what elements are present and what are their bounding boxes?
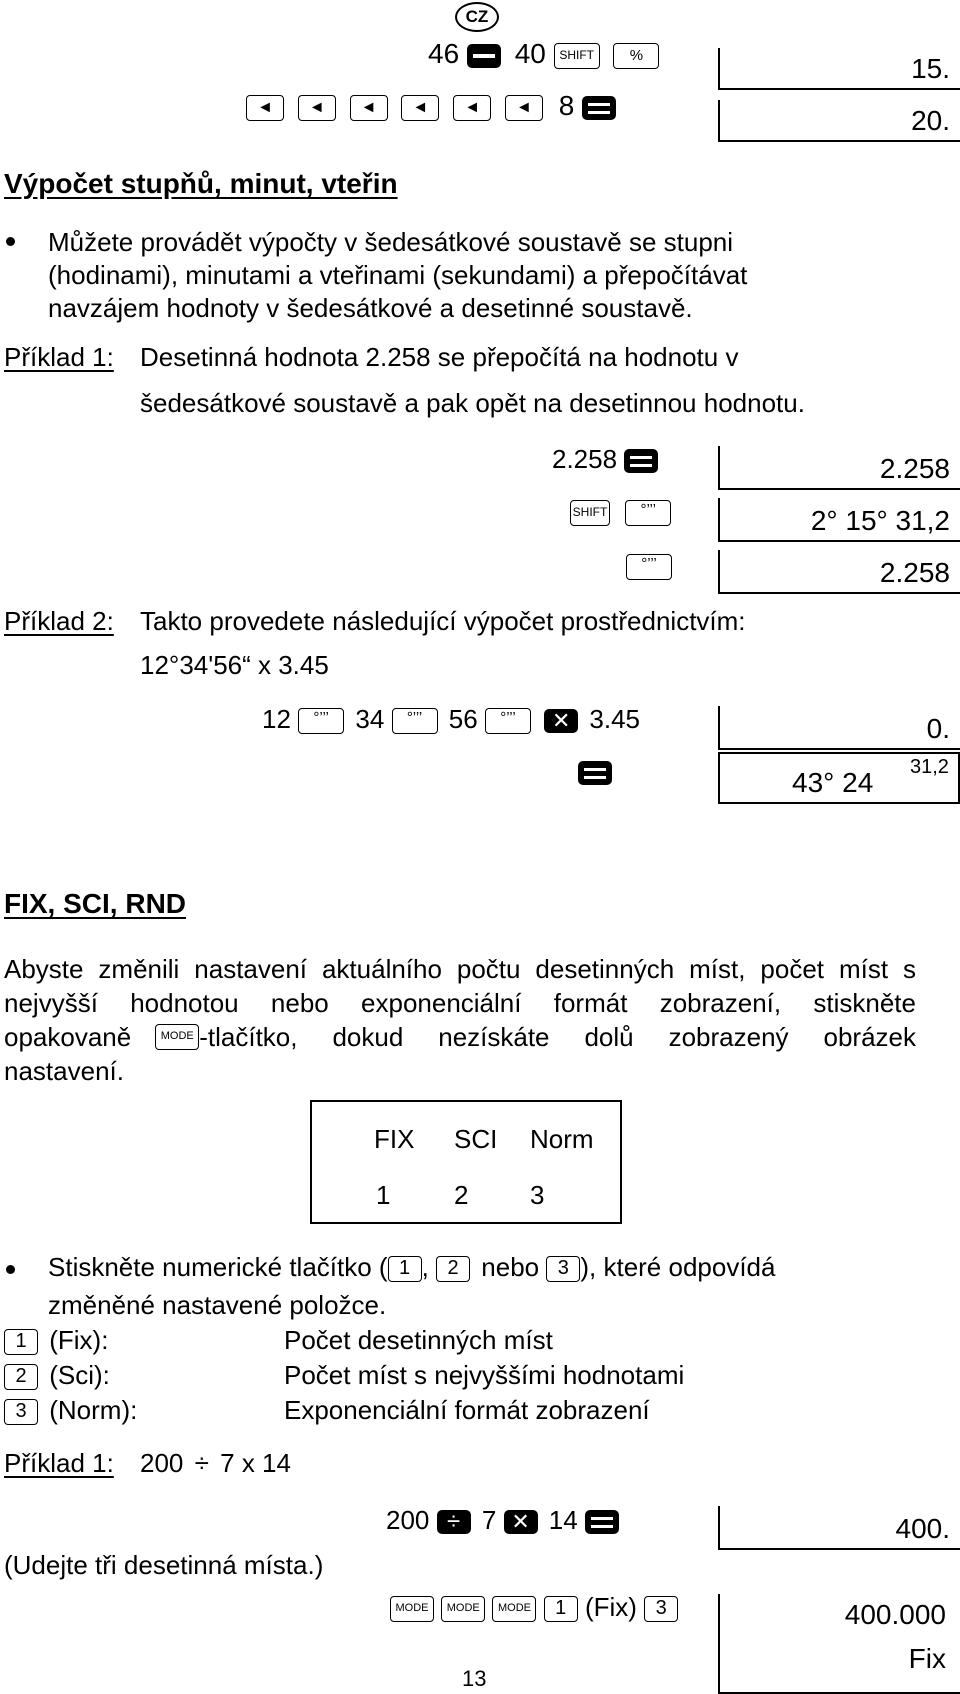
equals-key-icon: [624, 449, 658, 473]
mode-key: MODE: [155, 1024, 199, 1050]
dms-key: °’’’: [298, 708, 344, 734]
mode-key: MODE: [492, 1596, 536, 1622]
option-norm-desc: Exponenciální formát zobrazení: [284, 1395, 650, 1425]
ex2-num-345: 3.45: [589, 704, 641, 734]
fix-ex1-num-200: 200: [386, 1505, 430, 1535]
fix-ex1-display-2: [718, 1594, 960, 1694]
fix-example-1-label: Příklad 1:: [4, 1448, 114, 1478]
example-1-line-1: Desetinná hodnota 2.258 se přepočítá na hodnotu v: [140, 342, 739, 372]
key-1: 1: [388, 1256, 422, 1282]
fix-ex1-num-7: 7: [481, 1505, 497, 1535]
mode-key: MODE: [441, 1596, 485, 1622]
section-heading-dms: Výpočet stupňů, minut, vteřin: [4, 168, 398, 199]
top-display-1: [718, 48, 960, 90]
option-fix-desc: Počet desetinných míst: [284, 1325, 553, 1355]
dms-key: °’’’: [485, 708, 531, 734]
language-badge: CZ: [455, 2, 499, 32]
option-norm: [4, 1395, 137, 1425]
ex1-keys-row-1: [552, 444, 658, 474]
bullet-line-2: (hodinami), minutami a vteřinami (sekundami) a přepočítávat: [48, 260, 748, 290]
option-sci-desc: Počet míst s nejvyššími hodnotami: [284, 1360, 685, 1390]
equals-key-icon: [578, 761, 612, 785]
fix-note: (Udejte tři desetinná místa.): [4, 1550, 324, 1580]
ex1-keys-row-2: [570, 496, 671, 526]
left-arrow-key-icon: ◄: [453, 95, 491, 121]
key-3: 3: [4, 1399, 38, 1425]
numeric-bullet-line-1: [48, 1252, 775, 1282]
fix-para-line-4: nastavení.: [4, 1056, 124, 1086]
fix-para-line-1: Abyste změnili nastavení aktuálního počtu desetinných míst, počet míst s: [4, 954, 916, 984]
page-number: 13: [462, 1666, 487, 1691]
minus-key-icon: [467, 44, 501, 68]
numeric-bullet-or: nebo: [481, 1252, 540, 1282]
ex2-keys-row-1: [262, 704, 640, 734]
dms-key: °’’’: [626, 554, 672, 580]
bullet-line-1: Můžete provádět výpočty v šedesátkové soustavě se stupni: [48, 227, 734, 257]
top-display-2: [718, 100, 960, 142]
example-2-line-1: Takto provedete následující výpočet prostřednictvím:: [140, 606, 746, 636]
shift-key: SHIFT: [570, 500, 610, 526]
screen-1: 1: [376, 1180, 391, 1210]
top-num-46: 46: [428, 38, 460, 69]
option-fix: [4, 1325, 108, 1355]
ex2-display-2-value: 43° 24: [792, 767, 874, 798]
ex1-display-3: [718, 550, 960, 594]
left-arrow-key-icon: ◄: [298, 95, 336, 121]
shift-key: SHIFT: [554, 43, 600, 69]
ex1-display-3-value: 2.258: [879, 557, 950, 588]
key-1: 1: [544, 1596, 578, 1622]
bullet-line-3: navzájem hodnoty v šedesátkové a desetinné soustavě.: [48, 293, 693, 323]
ex2-display-2-seconds: 31,2: [910, 756, 949, 778]
dms-key: °’’’: [625, 500, 671, 526]
top-seq-1: [428, 38, 659, 70]
ex1-display-1-value: 2.258: [879, 453, 950, 484]
ex2-display-1: [718, 706, 960, 750]
dms-key: °’’’: [392, 708, 438, 734]
fix-ex1-display-1-value: 400.: [895, 1513, 950, 1544]
bullet-dot: [6, 237, 15, 246]
fix-ex1-keys-row-2: [390, 1592, 678, 1622]
equals-key-icon: [585, 1510, 619, 1534]
numeric-bullet-line-2: změněné nastavené položce.: [48, 1290, 387, 1320]
mode-key: MODE: [390, 1596, 434, 1622]
numeric-bullet-sep: ,: [421, 1252, 429, 1282]
fix-example-expr-a: 200: [140, 1448, 184, 1478]
option-sci: [4, 1360, 110, 1390]
option-sci-name: (Sci):: [49, 1360, 110, 1390]
fix-para-line-2: nejvyšší hodnotou nebo exponenciální formát zobrazení, stiskněte: [4, 988, 916, 1018]
left-arrow-key-icon: ◄: [350, 95, 388, 121]
ex1-keys-row-3: [626, 550, 672, 580]
left-arrow-key-icon: ◄: [246, 95, 284, 121]
screen-sci: SCI: [454, 1124, 498, 1154]
ex1-display-1: [718, 446, 960, 490]
numeric-bullet-end: ), které odpovídá: [580, 1252, 776, 1282]
percent-key: %: [613, 43, 659, 69]
left-arrow-key-icon: ◄: [401, 95, 439, 121]
screen-3: 3: [530, 1180, 545, 1210]
key-3: 3: [644, 1596, 678, 1622]
fix-ex1-keys-row-1: [386, 1505, 619, 1535]
fix-label: (Fix): [584, 1592, 637, 1622]
bullet-dot: [6, 1265, 15, 1274]
top-display-2-value: 20.: [911, 105, 950, 136]
example-2-line-2: 12°34'56“ x 3.45: [140, 650, 329, 680]
key-2: 2: [4, 1364, 38, 1390]
ex2-keys-row-2: [578, 756, 612, 786]
fix-ex1-display-1: [718, 1506, 960, 1550]
divide-icon: ÷: [194, 1448, 209, 1478]
top-display-1-value: 15.: [911, 53, 950, 84]
divide-key-icon: ÷: [437, 1510, 471, 1534]
fix-example-1-expr: [140, 1448, 291, 1478]
option-norm-name: (Norm):: [49, 1395, 138, 1425]
ex2-num-56: 56: [448, 704, 478, 734]
numeric-bullet-text-a: Stiskněte numerické tlačítko (: [48, 1252, 388, 1282]
multiply-key-icon: ✕: [504, 1510, 538, 1534]
fix-indicator: Fix: [908, 1643, 946, 1674]
fix-para-line-3: [4, 1022, 916, 1052]
example-1-label: Příklad 1:: [4, 342, 114, 372]
fix-para-line-3-b: -tlačítko, dokud nezískáte dolů zobrazený obrázek: [199, 1022, 916, 1052]
key-1: 1: [4, 1329, 38, 1355]
option-fix-name: (Fix):: [49, 1325, 109, 1355]
ex1-display-2: [718, 498, 960, 542]
fix-ex1-num-14: 14: [548, 1505, 578, 1535]
key-3: 3: [546, 1256, 580, 1282]
fix-example-expr-b: 7 x 14: [220, 1448, 291, 1478]
top-num-8: 8: [558, 90, 575, 121]
example-2-label: Příklad 2:: [4, 606, 114, 636]
equals-key-icon: [582, 96, 616, 120]
ex2-display-1-value: 0.: [926, 713, 950, 744]
top-num-40: 40: [514, 38, 546, 69]
ex2-display-2: [718, 752, 960, 804]
example-1-line-2: šedesátkové soustavě a pak opět na desetinnou hodnotu.: [140, 388, 805, 418]
fix-ex1-display-2-value: 400.000: [844, 1599, 946, 1630]
ex2-num-34: 34: [355, 704, 385, 734]
left-arrow-key-icon: ◄: [505, 95, 543, 121]
ex1-input: 2.258: [552, 444, 618, 474]
multiply-key-icon: ✕: [544, 709, 578, 733]
fix-para-line-3-a: opakovaně: [4, 1022, 132, 1052]
ex1-display-2-value: 2° 15° 31,2: [810, 505, 950, 536]
key-2: 2: [436, 1256, 470, 1282]
screen-fix: FIX: [374, 1124, 415, 1154]
ex2-num-12: 12: [262, 704, 291, 734]
screen-2: 2: [454, 1180, 469, 1210]
top-seq-2: [246, 90, 616, 122]
section-heading-fix-sci-rnd: FIX, SCI, RND: [4, 888, 187, 919]
screen-norm: Norm: [530, 1124, 594, 1154]
mode-screen: [310, 1100, 622, 1224]
